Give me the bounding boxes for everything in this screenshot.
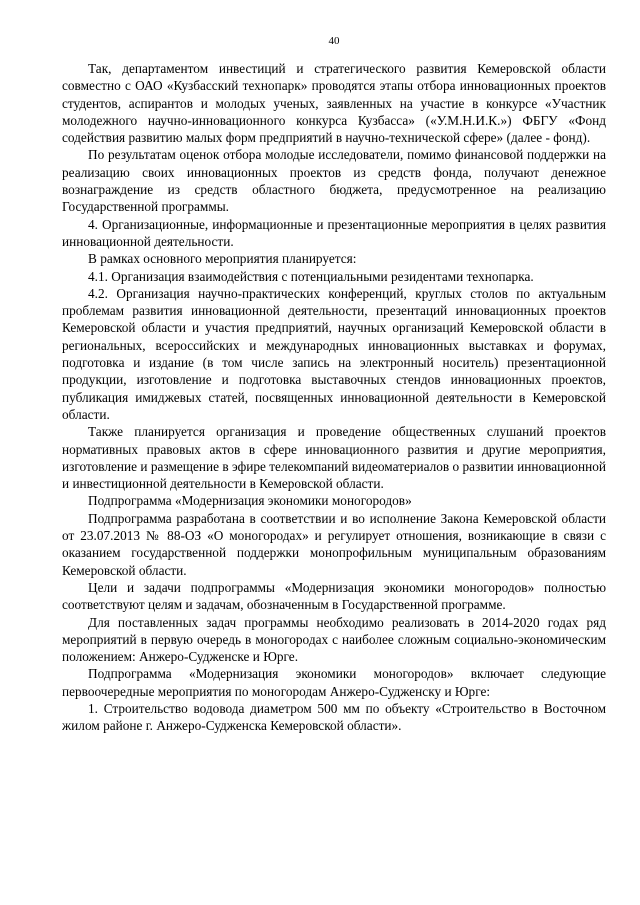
subprogram-heading: Подпрограмма «Модернизация экономики моногородов»	[88, 493, 412, 509]
paragraph: По результатам оценок отбора молодые исследователи, помимо финансовой поддержки на реализацию своих инновационных проектов из средств фонда, получают денежное вознаграждение из средств областного бюджета, предусмотренное на реализацию Государственной программы.	[62, 147, 606, 215]
paragraph: Также планируется организация и проведение общественных слушаний проектов нормативных правовых актов в сфере инновационного развития и другие мероприятия, изготовление и размещение в эфире телекомпаний видеоматериалов о развитии инновационной и инвестиционной деятельности в Кемеровской области.	[62, 424, 606, 492]
paragraph: 4.2. Организация научно-практических конференций, круглых столов по актуальным проблемам развития инновационной деятельности, презентаций инновационных проектов Кемеровской области и участия предприятий, научных организаций Кемеровской области в региональных, всероссийских и международных инновационных выставках и форумах, подготовка и издание (в том числе запись на электронный носитель) презентационной продукции, изготовление и подготовка выставочных стендов инновационных проектов, публикация имиджевых статей, посвященных инновационной деятельности в Кемеровской области.	[62, 285, 606, 422]
paragraph: В рамках основного мероприятия планируется:	[88, 251, 357, 267]
body-text	[62, 60, 606, 735]
paragraph: 4. Организационные, информационные и презентационные мероприятия в целях развития инновационной деятельности.	[62, 216, 606, 249]
paragraph: 4.1. Организация взаимодействия с потенциальными резидентами технопарка.	[88, 268, 534, 284]
paragraph: Подпрограмма «Модернизация экономики моногородов» включает следующие первоочередные мероприятия по моногородам Анжеро-Судженску и Юрге:	[62, 666, 606, 699]
paragraph: Цели и задачи подпрограммы «Модернизация экономики моногородов» полностью соответствуют целям и задачам, обозначенным в Государственной программе.	[62, 579, 606, 613]
paragraph: Подпрограмма разработана в соответствии и во исполнение Закона Кемеровской области от 23.07.2013 № 88-ОЗ «О моногородах» и регулирует отношения, возникающие в связи с оказанием государственной поддержки монопрофильным муниципальным образованиям Кемеровской области.	[62, 510, 606, 578]
paragraph: Так, департаментом инвестиций и стратегического развития Кемеровской области совместно с ОАО «Кузбасский технопарк» проводятся этапы отбора инновационных проектов студентов, аспирантов и молодых ученых, заявленных на участие в конкурсе «Участник молодежного научно-инновационного конкурса Кузбасса» («У.М.Н.И.К.») ФБГУ «Фонд содействия развитию малых форм предприятий в научно-технической сфере» (далее - фонд).	[62, 61, 606, 146]
paragraph: Для поставленных задач программы необходимо реализовать в 2014-2020 годах ряд мероприятий в первую очередь в моногородах с наиболее сложным социально-экономическим положением: Анжеро-Судженске и Юрге.	[62, 614, 606, 665]
paragraph: 1. Строительство водовода диаметром 500 мм по объекту «Строительство в Восточном жилом районе г. Анжеро-Судженска Кемеровской области».	[62, 700, 606, 734]
page-number: 40	[328, 35, 340, 47]
